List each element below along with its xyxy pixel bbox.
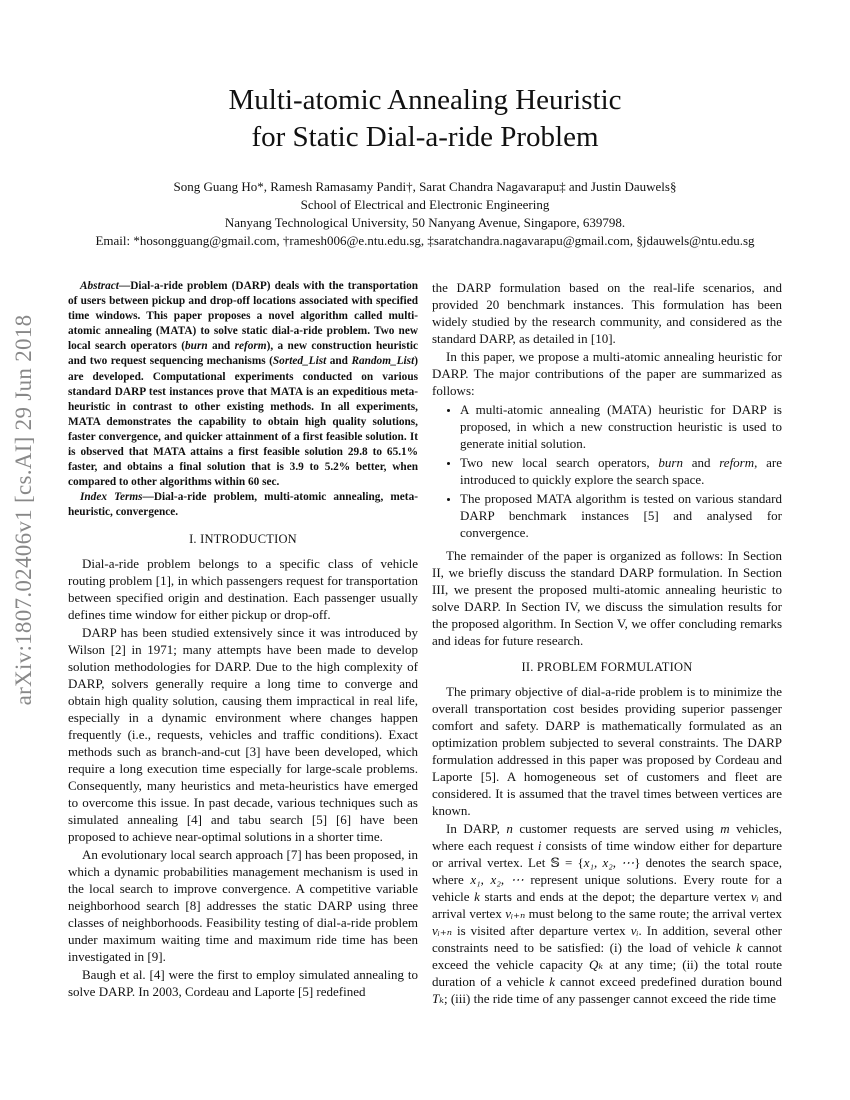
author-emails: Email: *hosongguang@gmail.com, †ramesh006@e.ntu.edu.sg, ‡saratchandra.nagavarapu@gmail.com, §jdauwels@ntu.edu.sg: [95, 233, 755, 248]
title-line-1: Multi-atomic Annealing Heuristic: [228, 84, 622, 116]
section-heading-introduction: I. INTRODUCTION: [189, 531, 297, 546]
arxiv-identifier: [4, 300, 44, 720]
intro-paragraph-1: Dial-a-ride problem belongs to a specific class of vehicle routing problem [1], in which passengers request for transportation between specified origin and destination. Each passenger usually defines time window for either pickup or drop-off.: [68, 555, 418, 622]
right-column: [432, 279, 782, 1007]
intro-paragraph-4: Baugh et al. [4] were the first to employ simulated annealing to solve DARP. In 2003, Cordeau and Laporte [5] redefined: [68, 966, 418, 999]
abstract-paragraph: Abstract—Dial-a-ride problem (DARP) deals with the transportation of users between pickup and drop-off locations associated with specified time windows. This paper proposes a novel algorithm called multi-atomic annealing (MATA) to solve static dial-a-ride problem. Two new local search operators (burn and reform), a new construction heuristic and two request sequencing mechanisms (Sorted_List and Random_List) are developed. Computational experiments conducted on various standard DARP test instances prove that MATA is an expeditious meta-heuristic in contrast to other existing methods. In all experiments, MATA demonstrates the capability to obtain high quality solutions, faster convergence, and quicker attainment of a first feasible solution. It is observed that MATA attains a first feasible solution 29.8 to 65.1% faster, and obtains a final solution that is 3.9 to 5.2% better, when compared to other algorithms within 60 sec.: [68, 280, 418, 489]
intro-paragraph-5: the DARP formulation based on the real-life scenarios, and provided 20 benchmark instances. This formulation has been widely studied by the research community, and considered as the standard DARP, as detailed in [10].: [432, 280, 782, 346]
author-names: Song Guang Ho*, Ramesh Ramasamy Pandi†, Sarat Chandra Nagavarapu‡ and Justin Dauwels§: [173, 179, 677, 194]
abstract-label: Abstract: [80, 280, 119, 292]
intro-paragraph-2: DARP has been studied extensively since it was introduced by Wilson [2] in 1971; many attempts have been made to develop solution methodologies for DARP. Due to the high complexity of DARP, solvers generally require a long time to converge and obtain high quality solution, causing them impractical in real life, especially in a dynamic environment where changes happen frequently (i.e., requests, vehicles and traffic conditions). Exact methods such as branch-and-cut [3] have been developed, which require a long execution time especially for large-scale problems. Consequently, many heuristics and meta-heuristics have emerged to overcome this issue. In past decade, various techniques such as simulated annealing [4] and tabu search [5] [6] have been proposed to achieve near-optimal solutions in a shorter time.: [68, 624, 418, 844]
formulation-paragraph-1: The primary objective of dial-a-ride problem is to minimize the overall transportation cost besides providing superior passenger comfort and safety. DARP is mathematically formulated as an optimization problem subjected to several constraints. The DARP formulation addressed in this paper was proposed by Cordeau and Laporte [5]. A homogeneous set of customers and fleet are considered. It is assumed that the travel times between vertices are known.: [432, 684, 782, 818]
index-terms: Index Terms—Dial-a-ride problem, multi-atomic annealing, meta-heuristic, convergence.: [68, 491, 418, 519]
abstract: [68, 279, 418, 521]
author-school: School of Electrical and Electronic Engineering: [300, 197, 550, 212]
intro-paragraph-7: The remainder of the paper is organized as follows: In Section II, we briefly discuss the standard DARP formulation. In Section III, we present the proposed multi-atomic annealing heuristic to solve DARP. In Section IV, we discuss the simulation results for the proposed algorithm. In Section V, we offer concluding remarks and ideas for future research.: [432, 548, 782, 648]
title-line-2: for Static Dial-a-ride Problem: [251, 121, 599, 153]
contribution-item: • The proposed MATA algorithm is tested on various standard DARP benchmark instances [5] and analysed for convergence.: [460, 490, 782, 541]
intro-paragraph-6: In this paper, we propose a multi-atomic annealing heuristic for DARP. The major contributions of the paper are summarized as follows:: [432, 349, 782, 398]
contribution-item: • Two new local search operators, burn and reform, are introduced to quickly explore the search space.: [460, 454, 782, 488]
arxiv-identifier-text: arXiv:1807.02406v1 [cs.AI] 29 Jun 2018: [11, 314, 36, 706]
author-block: [0, 178, 850, 250]
intro-paragraph-3: An evolutionary local search approach [7] has been proposed, in which a dynamic probabilities management mechanism is used in the local search to improve convergence. A competitive variable neighborhood search [8] addresses the static DARP using three classes of neighborhoods. Feasibility testing of dial-a-ride problem under maximum waiting time and maximum ride time has been investigated in [9].: [68, 846, 418, 964]
contributions-list: [432, 401, 782, 541]
section-heading-problem-formulation: II. PROBLEM FORMULATION: [521, 660, 693, 674]
left-column: [68, 279, 418, 1000]
paper-title: [0, 82, 850, 156]
author-university: Nanyang Technological University, 50 Nanyang Avenue, Singapore, 639798.: [224, 215, 626, 230]
formulation-paragraph-2: In DARP, n customer requests are served using m vehicles, where each request i consists of time window either for departure or arrival vertex. Let 𝕊 = {x₁, x₂, ⋯} denotes the search space, where x₁, x₂, ⋯ represent unique solutions. Every route for a vehicle k starts and ends at the depot; the departure vertex vᵢ and arrival vertex vᵢ₊ₙ must belong to the same route; the arrival vertex vᵢ₊ₙ is visited after departure vertex vᵢ. In addition, several other constraints need to be satisfied: (i) the load of vehicle k cannot exceed the vehicle capacity Qₖ at any time; (ii) the total route duration of a vehicle k cannot exceed predefined duration bound Tₖ; (iii) the ride time of any passenger cannot exceed the ride time: [432, 821, 782, 1006]
contribution-item: • A multi-atomic annealing (MATA) heuristic for DARP is proposed, in which a new construction heuristic is used to generate initial solution.: [460, 401, 782, 452]
index-terms-label: Index Terms: [80, 491, 143, 504]
